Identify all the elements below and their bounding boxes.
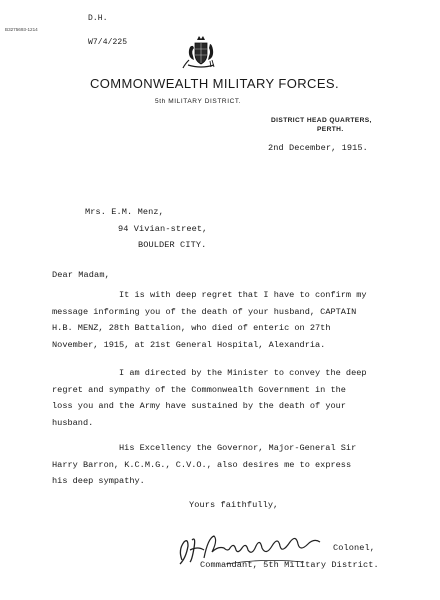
paragraph-line: regret and sympathy of the Commonwealth Government in the <box>52 384 346 395</box>
hq-line-2: PERTH. <box>317 126 344 133</box>
paragraph-line: husband. <box>52 417 94 428</box>
recipient-name: Mrs. E.M. Menz, <box>85 207 164 217</box>
paragraph-line: loss you and the Army have sustained by the death of your <box>52 401 346 411</box>
paragraph-line: Harry Barron, K.C.M.G., C.V.O., also desires me to express <box>52 459 352 470</box>
paragraph-line: H.B. MENZ, 28th Battalion, who died of enteric on 27th <box>52 323 331 333</box>
paragraph-line: message informing you of the death of your husband, CAPTAIN <box>52 306 357 317</box>
paragraph-2 <box>52 365 374 431</box>
salutation: Dear Madam, <box>52 270 110 280</box>
recipient-street: 94 Vivian-street, <box>118 224 208 234</box>
organization-heading: COMMONWEALTH MILITARY FORCES. <box>90 76 339 91</box>
paragraph-line: I am directed by the Minister to convey the deep <box>119 368 367 378</box>
paragraph-line: His Excellency the Governor, Major-General Sir <box>119 443 357 453</box>
paragraph-line: November, 1915, at 21st General Hospital, Alexandria. <box>52 339 326 350</box>
coat-of-arms-icon <box>180 34 222 70</box>
hq-line-1: DISTRICT HEAD QUARTERS, <box>271 117 372 124</box>
file-stamp: B3275693-1214 <box>5 27 38 32</box>
paragraph-1 <box>52 287 374 353</box>
ref-initials: D.H. <box>88 14 108 23</box>
recipient-city: BOULDER CITY. <box>138 240 207 250</box>
ref-number: W7/4/225 <box>88 38 128 47</box>
signatory-title: Commandant, 5th Military District. <box>200 560 379 570</box>
signatory-rank: Colonel, <box>333 543 376 553</box>
district-subheading: 5th MILITARY DISTRICT. <box>155 98 242 105</box>
valediction: Yours faithfully, <box>189 500 279 510</box>
paragraph-3 <box>52 440 374 490</box>
paragraph-line: his deep sympathy. <box>52 476 145 486</box>
paragraph-line: It is with deep regret that I have to confirm my <box>119 290 367 300</box>
letter-date: 2nd December, 1915. <box>268 143 368 153</box>
